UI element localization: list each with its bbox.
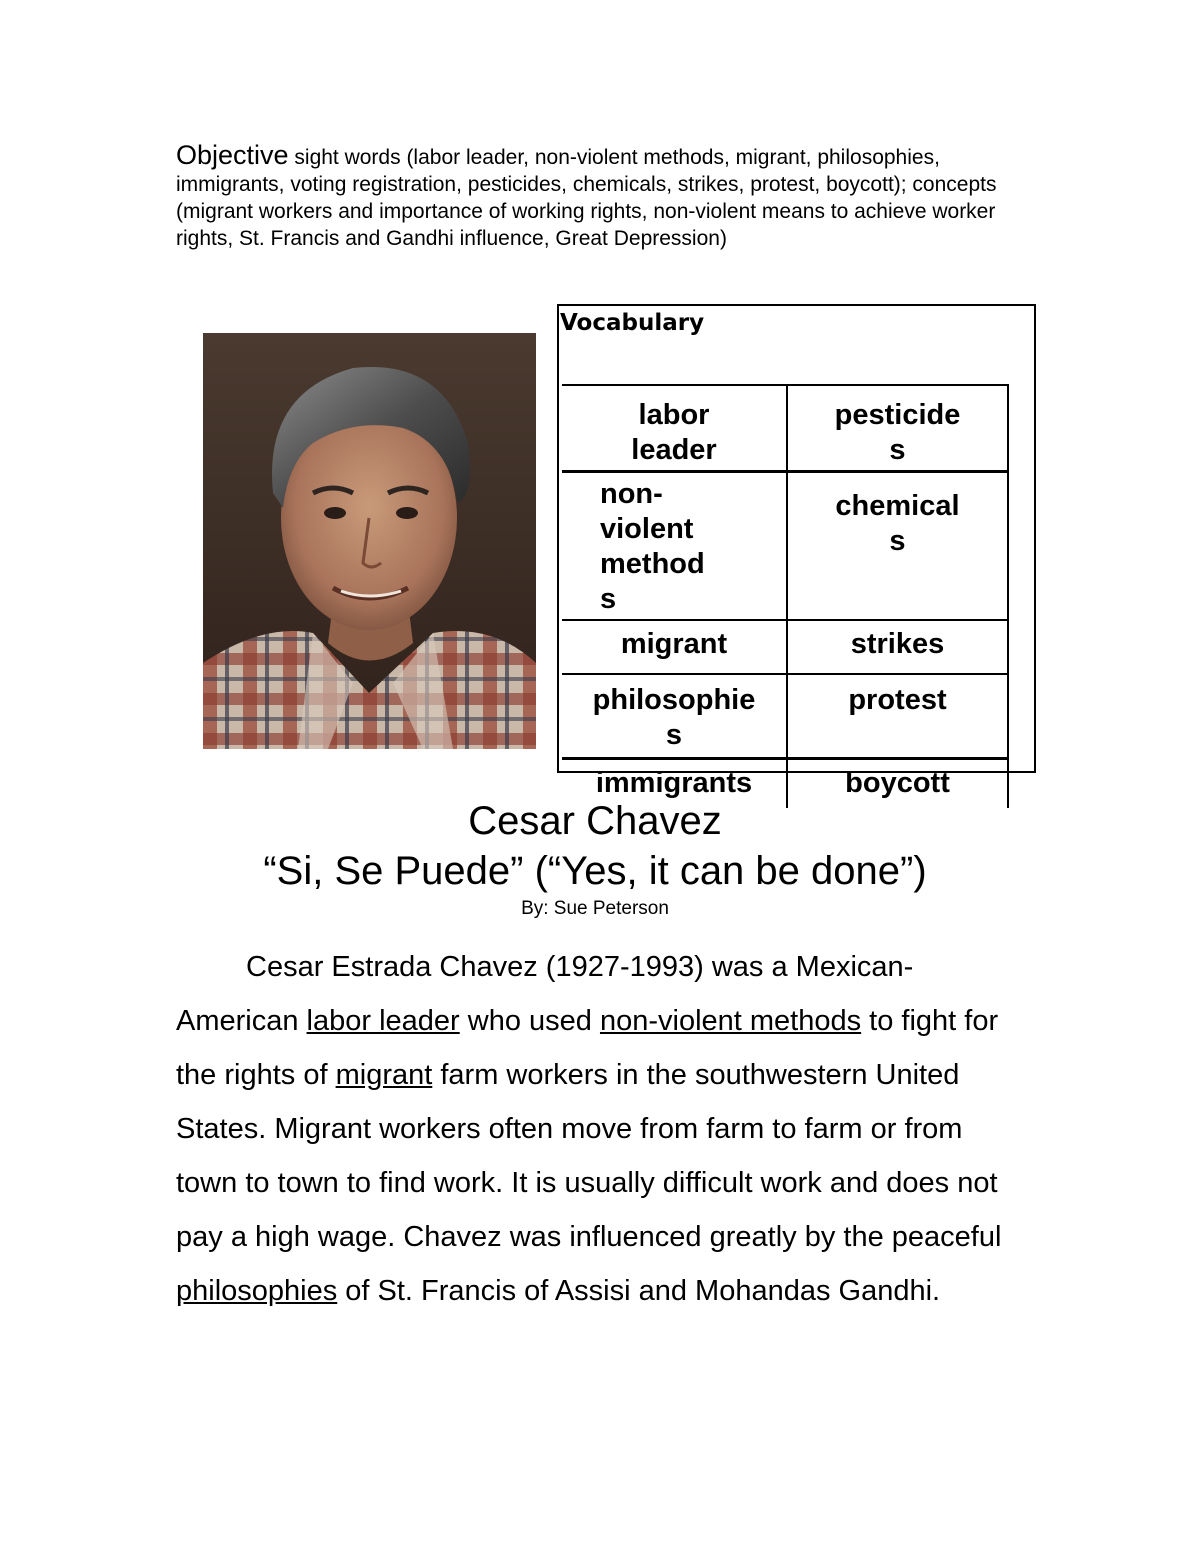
objective-paragraph [176, 142, 1016, 252]
table-row [562, 472, 1008, 621]
table-row [562, 620, 1008, 674]
vocabulary-title: Vocabulary [560, 310, 705, 336]
table-row [562, 385, 1008, 472]
vocab-term: immigrants [562, 758, 787, 808]
term-non-violent-methods: non-violent methods [599, 1005, 862, 1037]
page-title: Cesar Chavez [468, 799, 722, 843]
vocab-term: migrant [562, 620, 787, 674]
body-text-2: who used [459, 1005, 600, 1037]
term-philosophies: philosophies [176, 1275, 338, 1307]
vocab-term: pesticide s [787, 385, 1008, 472]
vocab-term: labor leader [562, 385, 787, 472]
vocab-term: boycott [787, 758, 1008, 808]
page-subtitle: “Si, Se Puede” (“Yes, it can be done”) [263, 849, 927, 893]
objective-text: sight words (labor leader, non-violent methods, migrant, philosophies, immigrants, voting registration, pesticides, chemicals, strikes, protest, boycott); concepts (migrant workers and importance of working rights, non-violent means to achieve worker rights, St. Francis and Gandhi influence, Great Depression) [176, 146, 997, 250]
vocab-term: protest [787, 674, 1008, 758]
vocab-term: strikes [787, 620, 1008, 674]
vocab-term: chemical s [787, 472, 1008, 621]
term-migrant: migrant [335, 1059, 433, 1091]
objective-heading: Objective [176, 140, 289, 170]
body-paragraph [176, 940, 1026, 1318]
byline: By: Sue Peterson [521, 898, 669, 919]
body-text-4: farm workers in the southwestern United States. Migrant workers often move from farm to farm or from town to town to find work. It is usually difficult work and does not pay a high wage. Chavez was influenced greatly by the peaceful [176, 1059, 1002, 1253]
title-block [0, 798, 1190, 920]
table-row [562, 674, 1008, 758]
vocab-term: philosophie s [562, 674, 787, 758]
term-labor-leader: labor leader [306, 1005, 460, 1037]
vocab-term: non- violent method s [562, 472, 787, 621]
body-text-3: to fight for the rights of [176, 1005, 999, 1091]
vocabulary-table [562, 384, 1009, 808]
portrait-photo [203, 333, 536, 749]
body-text-5: of St. Francis of Assisi and Mohandas Gandhi. [337, 1275, 941, 1307]
body-text-1: Cesar Estrada Chavez (1927-1993) was a Mexican-American [176, 951, 914, 1037]
